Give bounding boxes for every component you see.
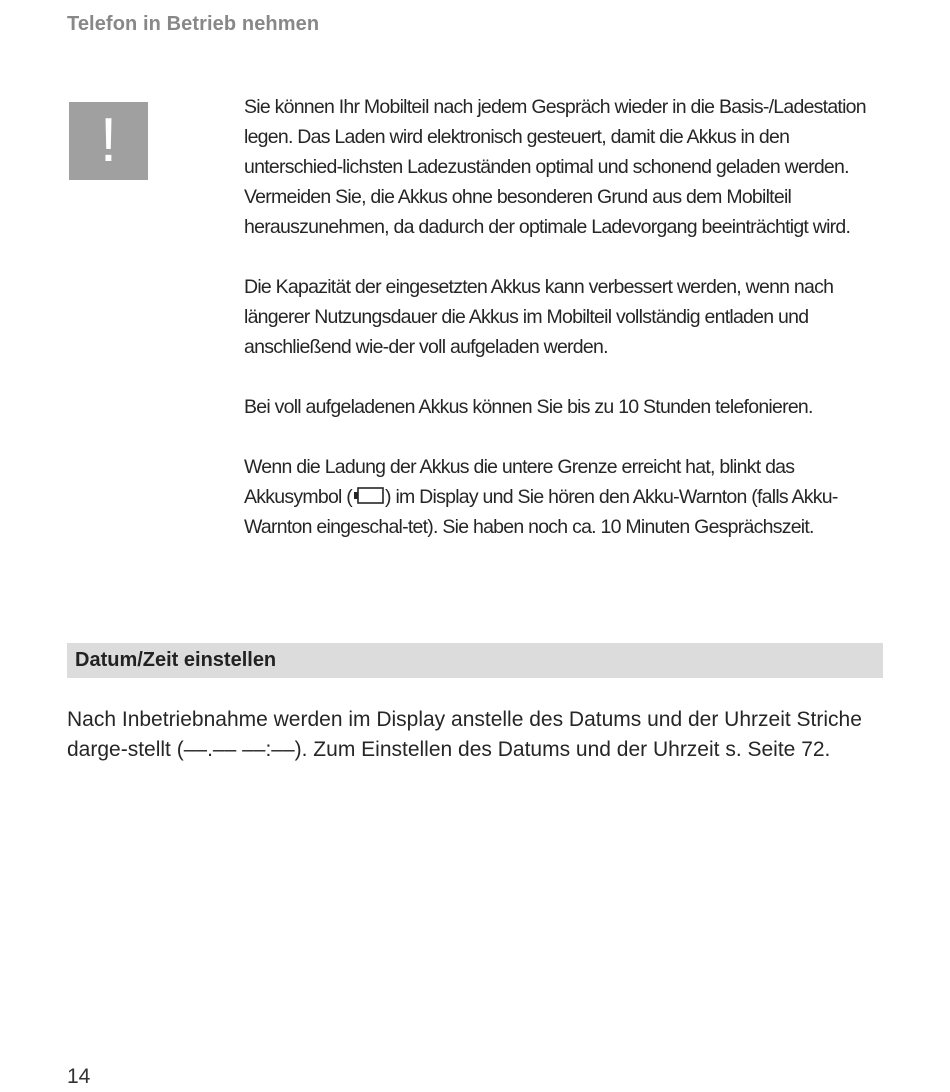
section-title: Datum/Zeit einstellen	[75, 649, 277, 671]
note-low-battery-text-after: ) im Display und Sie hören den Akku-Warnton (falls Akku-Warnton eingeschal-tet). Sie haben noch ca. 10 Minuten Gesprächszeit.	[244, 486, 838, 538]
note-paragraph-low-battery	[244, 452, 889, 542]
section-body-text: Nach Inbetriebnahme werden im Display anstelle des Datums und der Uhrzeit Striche darge-stellt (––.–– ––:––). Zum Einstellen des Datums und der Uhrzeit s. Seite 72.	[67, 708, 862, 761]
page-number: 14	[67, 1065, 91, 1088]
note-paragraph-capacity: Die Kapazität der eingesetzten Akkus kann verbessert werden, wenn nach längerer Nutzungsdauer die Akkus im Mobilteil vollständig entladen und anschließend wie-der voll aufgeladen werden.	[244, 276, 834, 358]
note-paragraph-charging: Sie können Ihr Mobilteil nach jedem Gespräch wieder in die Basis-/Ladestation legen. Das Laden wird elektronisch gesteuert, damit die Akkus in den unterschied-lichsten Ladezuständen optimal und schonend geladen werden. Vermeiden Sie, die Akkus ohne besonderen Grund aus dem Mobilteil herauszunehmen, da dadurch der optimale Ladevorgang beeinträchtigt wird.	[244, 96, 866, 238]
note-paragraph-talk-time: Bei voll aufgeladenen Akkus können Sie bis zu 10 Stunden telefonieren.	[244, 396, 813, 418]
exclamation-warning-icon: !	[69, 102, 148, 180]
note-low-battery-text-before: Wenn die Ladung der Akkus die untere Grenze erreicht hat, blinkt das Akkusymbol (	[244, 456, 795, 508]
section-heading-bar	[67, 643, 883, 678]
running-header-title: Telefon in Betrieb nehmen	[67, 13, 320, 35]
warning-note	[244, 92, 889, 572]
empty-battery-icon	[353, 486, 384, 505]
